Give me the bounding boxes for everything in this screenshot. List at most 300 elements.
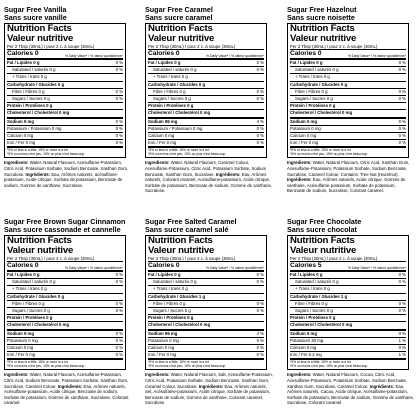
nutrient-row <box>290 96 406 103</box>
nutrient-label: Fibre / Fibres 0 g <box>153 300 186 306</box>
ingredients-block <box>145 160 273 194</box>
nutrient-label: Calcium 0 mg <box>290 345 317 351</box>
product-name: Sugar Free Caramel <box>145 6 213 14</box>
nutrient-row <box>148 322 264 330</box>
nutrient-label: Sugars / Sucres 0 g <box>153 308 191 314</box>
nutrient-daily-value: 0 % <box>256 67 264 73</box>
footnote-fr: *5% ou moins c'est peu, 15% ou plus c'est beaucoup <box>7 152 85 157</box>
nutrient-daily-value: 0 % <box>398 308 406 314</box>
nutrient-row <box>290 119 406 126</box>
nutrient-row <box>148 140 264 148</box>
nutrition-title: Nutrition Facts <box>290 23 355 34</box>
nutrient-row <box>148 279 264 286</box>
ingredients-text: Water, Natural Flavours, Citric Acid, Xanthan Gum, Acesulfame-Potassium, Potassium Sorbate, Sodium Benzoate, Sucralose, Caramel Colour. Contains: Tree Nut (Hazelnut). <box>287 160 410 177</box>
nutrition-facts-table <box>145 23 267 158</box>
ingredients-block <box>145 372 273 406</box>
nutrient-label: Saturated / saturés 0 g <box>295 279 339 285</box>
nutrient-label: Protein / Protéines 0 g <box>290 315 336 321</box>
nutrient-label: Potassium / Potassium 0 mg <box>148 125 203 131</box>
daily-value-header: % Daily Value* / % valeur quotidienne* <box>65 266 123 270</box>
nutrient-row <box>148 133 264 140</box>
nutrient-label: Potassium 30 mg <box>290 337 324 343</box>
nutrient-daily-value: 0 % <box>115 67 123 73</box>
ingredients-text: Water, Natural Flavours, Caramel Colour, Acesulfame-Potassium, Citric Acid, Potassium Sorbate, Sodium Benzoate, Xanthan Gum, Sucralose. <box>145 160 267 177</box>
nutrient-row <box>290 294 406 301</box>
nutrition-facts-table <box>4 235 126 370</box>
calories-value: Calories 0 <box>148 262 180 269</box>
nutrient-row <box>7 301 123 308</box>
nutrient-label: Cholesterol / Cholestérol 0 mg <box>7 110 70 116</box>
nutrient-daily-value: 0 % <box>398 60 406 65</box>
ingredients-label-fr: Ingrédients: <box>198 383 224 389</box>
nutrient-daily-value: 0 % <box>115 352 123 358</box>
ingredients-text-fr: Eau, Arômes naturels, Acésulfame-potassium, Acide citrique, Benzoate de sodium, Sorbate de potassium, Gomme de xanthane, Sucralose, Colorant caramel. <box>4 383 129 406</box>
nutrient-row <box>290 301 406 308</box>
nutrient-row <box>290 338 406 345</box>
nutrient-row <box>7 338 123 345</box>
nutrient-label: Sugars / Sucres 0 g <box>12 96 50 102</box>
nutrient-daily-value: 0 % <box>115 133 123 139</box>
nutrition-title: Nutrition Facts <box>7 235 72 246</box>
nutrient-row <box>7 331 123 338</box>
nutrient-daily-value: 0 % <box>115 140 123 146</box>
nutrient-label: Fibre / Fibres 0 g <box>12 300 45 306</box>
nutrient-daily-value: 0 % <box>115 118 123 124</box>
nutrition-title-fr: Valeur nutritive <box>148 33 215 44</box>
nutrient-label: Saturated / saturés 0 g <box>153 279 197 285</box>
nutrient-label: Saturated / saturés 0 g <box>295 67 339 73</box>
nutrition-title-fr: Valeur nutritive <box>7 245 74 256</box>
nutrient-rows <box>290 60 406 148</box>
calories-value: Calories 0 <box>290 50 322 57</box>
nutrient-label: Sodium 85 mg <box>148 118 178 124</box>
calories-row <box>148 262 264 272</box>
nutrient-row <box>148 103 264 110</box>
nutrient-label: Potassium / Potassium 0 mg <box>7 125 62 131</box>
ingredients-block <box>4 372 132 406</box>
nutrient-row <box>290 82 406 89</box>
nutrient-label: Calcium 0 mg <box>148 133 175 139</box>
calories-row <box>290 262 406 272</box>
nutrient-row <box>290 110 406 118</box>
nutrient-daily-value: 0 % <box>256 352 264 358</box>
nutrient-row <box>290 60 406 67</box>
product-name: Sugar Free Hazelnut <box>287 6 357 14</box>
nutrient-row <box>7 119 123 126</box>
nutrient-daily-value: 0 % <box>256 125 264 131</box>
nutrient-row <box>7 294 123 301</box>
nutrient-daily-value: 0 % <box>115 60 123 65</box>
nutrient-label: Fat / Lipides 0 g <box>148 60 181 65</box>
nutrient-label: Calcium 0 mg <box>148 345 175 351</box>
nutrient-daily-value: 0 % <box>115 279 123 285</box>
nutrient-label: Iron / Fer 0 mg <box>7 140 36 146</box>
nutrient-row <box>7 110 123 118</box>
nutrient-row <box>7 67 123 74</box>
ingredients-label-fr: Ingrédients: <box>369 383 395 389</box>
serving-size: Per 2 Tbsp (30mL) / pour 2 c. à soupe (30mL) <box>7 44 123 50</box>
daily-value-header: % Daily Value* / % valeur quotidienne* <box>348 54 406 58</box>
nutrient-label: Sodium 5 mg <box>290 330 317 336</box>
footnote-fr: *5% ou moins c'est peu, 15% ou plus c'est beaucoup <box>290 364 368 369</box>
serving-size: Per 2 Tbsp (30mL) / pour 2 c. à soupe (30mL) <box>7 256 123 262</box>
product-name-fr: Sans sucre noisette <box>287 14 355 22</box>
nutrient-row <box>290 331 406 338</box>
nutrient-label: Iron / Fer 0 mg <box>148 140 177 146</box>
product-name: Sugar Free Brown Sugar Cinnamon <box>4 218 126 226</box>
nutrient-daily-value: 0 % <box>256 272 264 277</box>
nutrient-row <box>290 352 406 360</box>
nutrient-daily-value: 4 % <box>256 118 264 124</box>
ingredients-block <box>4 160 132 188</box>
ingredients-block <box>287 372 415 406</box>
ingredients-label-fr: Ingrédients: <box>215 171 241 177</box>
serving-size: Per 2 Tbsp (30mL) / pour 2 c. à soupe (30mL) <box>290 256 406 262</box>
nutrient-daily-value: 0 % <box>398 67 406 73</box>
nutrient-row <box>148 308 264 315</box>
product-name: Sugar Free Salted Caramel <box>145 218 237 226</box>
nutrition-title: Nutrition Facts <box>148 235 213 246</box>
nutrition-title: Nutrition Facts <box>290 235 355 246</box>
nutrient-daily-value: 0 % <box>398 133 406 139</box>
nutrient-daily-value: 0 % <box>115 345 123 351</box>
calories-value: Calories 0 <box>148 50 180 57</box>
calories-value: Calories 5 <box>290 262 322 269</box>
nutrient-label: Calcium 0 mg <box>7 133 34 139</box>
nutrient-row <box>290 345 406 352</box>
nutrient-row <box>290 279 406 286</box>
nutrition-facts-table <box>287 23 409 158</box>
nutrient-label: Fibre / Fibres 0 g <box>295 88 328 94</box>
nutrient-row <box>290 140 406 148</box>
nutrient-daily-value: 0 % <box>398 96 406 102</box>
calories-value: Calories 0 <box>7 50 39 57</box>
nutrient-daily-value: 0 % <box>256 337 264 343</box>
nutrient-row <box>290 286 406 293</box>
nutrient-label: Iron / Fer 0 mg <box>290 140 319 146</box>
nutrient-daily-value: 0 % <box>398 125 406 131</box>
nutrient-daily-value: 0 % <box>115 337 123 343</box>
label-panel-salted-caramel <box>145 218 275 406</box>
nutrient-row <box>7 272 123 279</box>
nutrient-daily-value: 0 % <box>256 60 264 65</box>
ingredients-label: Ingredients: <box>287 372 312 378</box>
nutrient-row <box>290 74 406 81</box>
nutrient-row <box>148 67 264 74</box>
daily-value-header: % Daily Value* / % valeur quotidienne* <box>348 266 406 270</box>
product-name-fr: Sans sucre vanille <box>4 14 67 22</box>
nutrient-label: Fibre / Fibres 0 g <box>295 300 328 306</box>
product-name: Sugar Free Chocolate <box>287 218 362 226</box>
nutrient-label: Carbohydrate / Glucides 0 g <box>148 81 206 87</box>
product-name: Sugar Free Vanilla <box>4 6 67 14</box>
calories-value: Calories 0 <box>7 262 39 269</box>
nutrient-label: Fibre / Fibres 0 g <box>12 88 45 94</box>
nutrient-row <box>148 294 264 301</box>
nutrition-facts-table <box>287 235 409 370</box>
nutrient-label: Fat / Lipides 0 g <box>290 272 323 277</box>
nutrient-label: Calcium 0 mg <box>290 133 317 139</box>
nutrient-daily-value: 0 % <box>256 308 264 314</box>
nutrient-label: Sodium 0 mg <box>290 118 317 124</box>
ingredients-label: Ingredients: <box>4 160 29 166</box>
nutrient-rows <box>290 272 406 360</box>
nutrient-daily-value: 0 % <box>398 300 406 306</box>
product-name-fr: Sans sucre cassonade et cannelle <box>4 226 121 234</box>
footnote-fr: *5% ou moins c'est peu, 15% ou plus c'est beaucoup <box>290 152 368 157</box>
nutrient-daily-value: 1 % <box>398 337 406 343</box>
nutrient-row <box>148 345 264 352</box>
ingredients-text: Water, Natural Flavours, Cocoa, Citric Acid, Acesulfame-Potassium, Potassium Sorbate, Sodium Benzoate, Xanthan Gum, Sucralose, Caramel Colour. <box>287 372 408 389</box>
nutrient-daily-value: 0 % <box>115 96 123 102</box>
nutrient-row <box>148 74 264 81</box>
nutrient-daily-value: 0 % <box>256 133 264 139</box>
footnote: *5% or less is a little, 15% or more is a lot <box>148 148 209 153</box>
nutrient-row <box>7 133 123 140</box>
footnote: *5% or less is a little, 15% or more is a lot <box>290 148 351 153</box>
nutrient-daily-value: 0 % <box>398 272 406 277</box>
nutrient-row <box>7 345 123 352</box>
nutrient-daily-value: 0 % <box>398 345 406 351</box>
nutrient-row <box>148 301 264 308</box>
nutrient-daily-value: 0 % <box>115 125 123 131</box>
nutrient-row <box>7 82 123 89</box>
nutrient-row <box>7 103 123 110</box>
nutrient-label: Sodium 5 mg <box>7 118 34 124</box>
nutrient-label: Protein / Protéines 0 g <box>148 103 194 109</box>
nutrient-label: Iron / Fer 0 mg <box>7 352 36 358</box>
nutrition-title-fr: Valeur nutritive <box>7 33 74 44</box>
nutrient-row <box>290 89 406 96</box>
nutrient-row <box>7 96 123 103</box>
nutrient-row <box>148 119 264 126</box>
footnote: *5% or less is a little, 15% or more is a lot <box>290 360 351 365</box>
nutrient-row <box>7 126 123 133</box>
nutrient-label: Iron / Fer 0 mg <box>148 352 177 358</box>
nutrient-daily-value: 0 % <box>115 330 123 336</box>
nutrient-label: Protein / Protéines 0 g <box>7 315 53 321</box>
nutrient-label: Potassium 0 mg <box>148 337 179 343</box>
nutrient-row <box>7 60 123 67</box>
nutrient-label: + Trans / trans 0 g <box>153 286 188 292</box>
nutrient-label: Saturated / saturés 0 g <box>12 279 56 285</box>
nutrient-label: Carbohydrate / Glucides 0 g <box>7 293 65 299</box>
nutrient-label: + Trans / trans 0 g <box>12 74 47 80</box>
nutrient-label: Carbohydrate / Glucides 1 g <box>148 293 206 299</box>
nutrient-label: Fat / Lipides 0 g <box>148 272 181 277</box>
nutrient-row <box>7 279 123 286</box>
nutrient-daily-value: 0 % <box>256 88 264 94</box>
calories-row <box>290 50 406 60</box>
nutrient-daily-value: 1 % <box>398 352 406 358</box>
nutrient-label: + Trans / trans 0 g <box>295 74 330 80</box>
calories-row <box>7 262 123 272</box>
nutrient-label: Carbohydrate / Glucides 1 g <box>290 293 348 299</box>
nutrient-label: Potassium 0 mg <box>290 125 321 131</box>
nutrient-daily-value: 0 % <box>398 140 406 146</box>
footnote-fr: *5% ou moins c'est peu, 15% ou plus c'est beaucoup <box>148 152 226 157</box>
nutrient-label: Protein / Protéines 0 g <box>148 315 194 321</box>
nutrient-label: Fat / Lipides 0 g <box>7 60 40 65</box>
nutrient-daily-value: 0 % <box>115 308 123 314</box>
nutrient-daily-value: 0 % <box>398 279 406 285</box>
nutrient-row <box>290 322 406 330</box>
nutrient-label: + Trans / trans 0 g <box>295 286 330 292</box>
nutrient-rows <box>148 272 264 360</box>
nutrient-row <box>7 315 123 322</box>
nutrient-label: Sugars / Sucres 0 g <box>12 308 50 314</box>
nutrient-row <box>290 308 406 315</box>
nutrient-row <box>7 308 123 315</box>
product-name-fr: Sans sucre caramel salé <box>145 226 229 234</box>
label-panel-caramel <box>145 6 275 194</box>
nutrient-label: Saturated / saturés 0 g <box>12 67 56 73</box>
nutrient-daily-value: 0 % <box>256 300 264 306</box>
nutrient-row <box>148 286 264 293</box>
nutrient-label: Protein / Protéines 0 g <box>290 103 336 109</box>
nutrient-row <box>7 286 123 293</box>
nutrient-daily-value: 0 % <box>398 118 406 124</box>
product-name-fr: Sans sucre caramel <box>145 14 213 22</box>
nutrient-label: + Trans / trans 0 g <box>12 286 47 292</box>
nutrient-rows <box>7 272 123 360</box>
nutrient-label: Calcium 0 mg <box>7 345 34 351</box>
ingredients-text-fr: Eau, Arômes naturels, Colorant caramel, Acésulfame-potassium, Acide citrique, Sorbate de potassium, Benzoate de sodium, Gomme de xanthane, Sucralose. <box>145 171 273 194</box>
nutrient-label: Protein / Protéines 0 g <box>7 103 53 109</box>
nutrient-row <box>148 110 264 118</box>
nutrient-label: Cholesterol / Cholestérol 0 mg <box>7 322 70 328</box>
nutrient-label: Cholesterol / Cholestérol 0 mg <box>290 322 353 328</box>
nutrient-daily-value: 0 % <box>256 96 264 102</box>
nutrient-label: Sugars / Sucres 0 g <box>295 96 333 102</box>
nutrient-daily-value: 0 % <box>256 345 264 351</box>
nutrient-row <box>290 272 406 279</box>
nutrient-row <box>148 331 264 338</box>
ingredients-text: Water, Natural Flavours, Acesulfame-Potassium, Citric Acid, Potassium Sorbate, Sodium Benzoate, Xanthan Gum, Sucralose. <box>4 160 129 177</box>
nutrient-daily-value: 0 % <box>398 88 406 94</box>
nutrient-label: Fat / Lipides 0 g <box>290 60 323 65</box>
nutrient-label: + Trans / trans 0 g <box>153 74 188 80</box>
footnote-fr: *5% ou moins c'est peu, 15% ou plus c'est beaucoup <box>148 364 226 369</box>
label-panel-hazelnut <box>287 6 416 194</box>
nutrient-row <box>7 322 123 330</box>
nutrient-daily-value: 0 % <box>115 300 123 306</box>
nutrient-label: Cholesterol / Cholestérol 0 mg <box>148 322 211 328</box>
nutrient-daily-value: 0 % <box>256 279 264 285</box>
ingredients-text: Water, Natural Flavours, Acesulfame-Potassium, Citric Acid, Sodium Benzoate, Potassium Sorbate, Xanthan Gum, Sucralose, Caramel Colour. <box>4 372 129 389</box>
ingredients-text-fr: Eau, Arômes naturels, Acide citrique, Gomme de xanthane, Acésulfame-potassium, Sorbate de potassium, Benzoate de sodium, Sucralose, Colorant caramel. <box>287 177 406 194</box>
nutrient-label: Carbohydrate / Glucides 0 g <box>290 81 348 87</box>
nutrient-label: Sugars / Sucres 0 g <box>295 308 333 314</box>
nutrient-row <box>148 315 264 322</box>
nutrient-label: Sodium 95 mg <box>148 330 178 336</box>
ingredients-block <box>287 160 415 194</box>
nutrient-daily-value: 0 % <box>115 272 123 277</box>
ingredients-text-fr: Eau, Arômes naturels, Sel, Acésulfame-potassium, Acide citrique, Sorbate de potassium, Benzoate de sodium, Gomme de xanthane, Colorant caramel, Sucralose. <box>145 383 271 406</box>
label-panel-chocolate <box>287 218 416 406</box>
serving-size: Per 2 Tbsp (30mL) / pour 2 c. à soupe (30mL) <box>148 44 264 50</box>
nutrient-row <box>7 352 123 360</box>
footnote-fr: *5% ou moins c'est peu, 15% ou plus c'est beaucoup <box>7 364 85 369</box>
nutrient-label: Cholesterol / Cholestérol 0 mg <box>290 110 353 116</box>
nutrient-row <box>148 60 264 67</box>
footnote: *5% or less is a little, 15% or more is a lot <box>148 360 209 365</box>
footnote: *5% or less is a little, 15% or more is a lot <box>7 148 68 153</box>
nutrient-label: Carbohydrate / Glucides 0 g <box>7 81 65 87</box>
label-panel-vanilla <box>4 6 134 188</box>
ingredients-text: Water, Natural Flavours, Salt, Acesulfame-Potassium, Citric Acid, Potassium Sorbate, Sodium Benzoate, Xanthan Gum, Caramel Colour, Sucralose. <box>145 372 273 389</box>
nutrient-row <box>7 140 123 148</box>
nutrient-row <box>148 126 264 133</box>
daily-value-header: % Daily Value* / % valeur quotidienne* <box>206 54 264 58</box>
nutrient-row <box>7 74 123 81</box>
ingredients-label-fr: Ingrédients: <box>287 177 312 183</box>
ingredients-label: Ingredients: <box>145 372 170 378</box>
ingredients-text-fr: Eau, Arômes naturels, acésulfame-potassium, Acide citrique, Sorbate de potassium, Benzoate de sodium, Gomme de xanthane, Sucralose. <box>4 171 123 188</box>
ingredients-label: Ingredients: <box>4 372 29 378</box>
nutrient-row <box>290 103 406 110</box>
nutrition-title: Nutrition Facts <box>7 23 72 34</box>
nutrition-title: Nutrition Facts <box>148 23 213 34</box>
product-name-fr: Sans sucre chocolat <box>287 226 357 234</box>
nutrient-row <box>148 338 264 345</box>
nutrition-facts-table <box>145 235 267 370</box>
nutrient-row <box>148 89 264 96</box>
nutrient-daily-value: 0 % <box>398 330 406 336</box>
nutrient-label: Potassium 0 mg <box>7 337 38 343</box>
ingredients-text-fr: Eau, Arômes naturels, Cacao, Acide citrique, Acésulfame-potassium, Sorbate de potassium, Benzoate de sodium, Gomme de xanthane, Sucralose, Colorant caramel. <box>287 383 415 406</box>
nutrient-row <box>148 352 264 360</box>
nutrient-daily-value: 4 % <box>256 330 264 336</box>
nutrient-row <box>148 272 264 279</box>
ingredients-label: Ingredients: <box>287 160 312 166</box>
ingredients-label-fr: Ingrédients: <box>25 171 51 177</box>
nutrition-facts-table <box>4 23 126 158</box>
daily-value-header: % Daily Value* / % valeur quotidienne* <box>206 266 264 270</box>
nutrient-label: Sugars / Sucres 0 g <box>153 96 191 102</box>
nutrition-title-fr: Valeur nutritive <box>148 245 215 256</box>
nutrient-rows <box>148 60 264 148</box>
nutrient-label: Fibre / Fibres 0 g <box>153 88 186 94</box>
nutrient-label: Sodium 5 mg <box>7 330 34 336</box>
nutrient-row <box>290 315 406 322</box>
nutrient-daily-value: 0 % <box>115 88 123 94</box>
nutrient-row <box>7 89 123 96</box>
nutrient-row <box>290 67 406 74</box>
nutrient-daily-value: 0 % <box>256 140 264 146</box>
footnote: *5% or less is a little, 15% or more is a lot <box>7 360 68 365</box>
serving-size: Per 2 Tbsp (30mL) / pour 2 c. à soupe (30mL) <box>148 256 264 262</box>
daily-value-header: % Daily Value* / % valeur quotidienne* <box>65 54 123 58</box>
label-panel-brown-sugar-cinnamon <box>4 218 134 406</box>
calories-row <box>7 50 123 60</box>
calories-row <box>148 50 264 60</box>
nutrient-row <box>290 133 406 140</box>
ingredients-label: Ingredients: <box>145 160 170 166</box>
nutrient-label: Saturated / saturés 0 g <box>153 67 197 73</box>
nutrient-label: Cholesterol / Cholestérol 0 mg <box>148 110 211 116</box>
nutrient-row <box>148 82 264 89</box>
nutrient-label: Fat / Lipides 0 g <box>7 272 40 277</box>
nutrient-label: Iron / Fer 0.2 mg <box>290 352 322 358</box>
nutrient-row <box>148 96 264 103</box>
nutrient-rows <box>7 60 123 148</box>
ingredients-label-fr: Ingrédients: <box>57 383 83 389</box>
serving-size: Per 2 Tbsp (30mL) / pour 2 c. à soupe (30mL) <box>290 44 406 50</box>
nutrition-title-fr: Valeur nutritive <box>290 245 357 256</box>
nutrient-row <box>290 126 406 133</box>
nutrition-title-fr: Valeur nutritive <box>290 33 357 44</box>
